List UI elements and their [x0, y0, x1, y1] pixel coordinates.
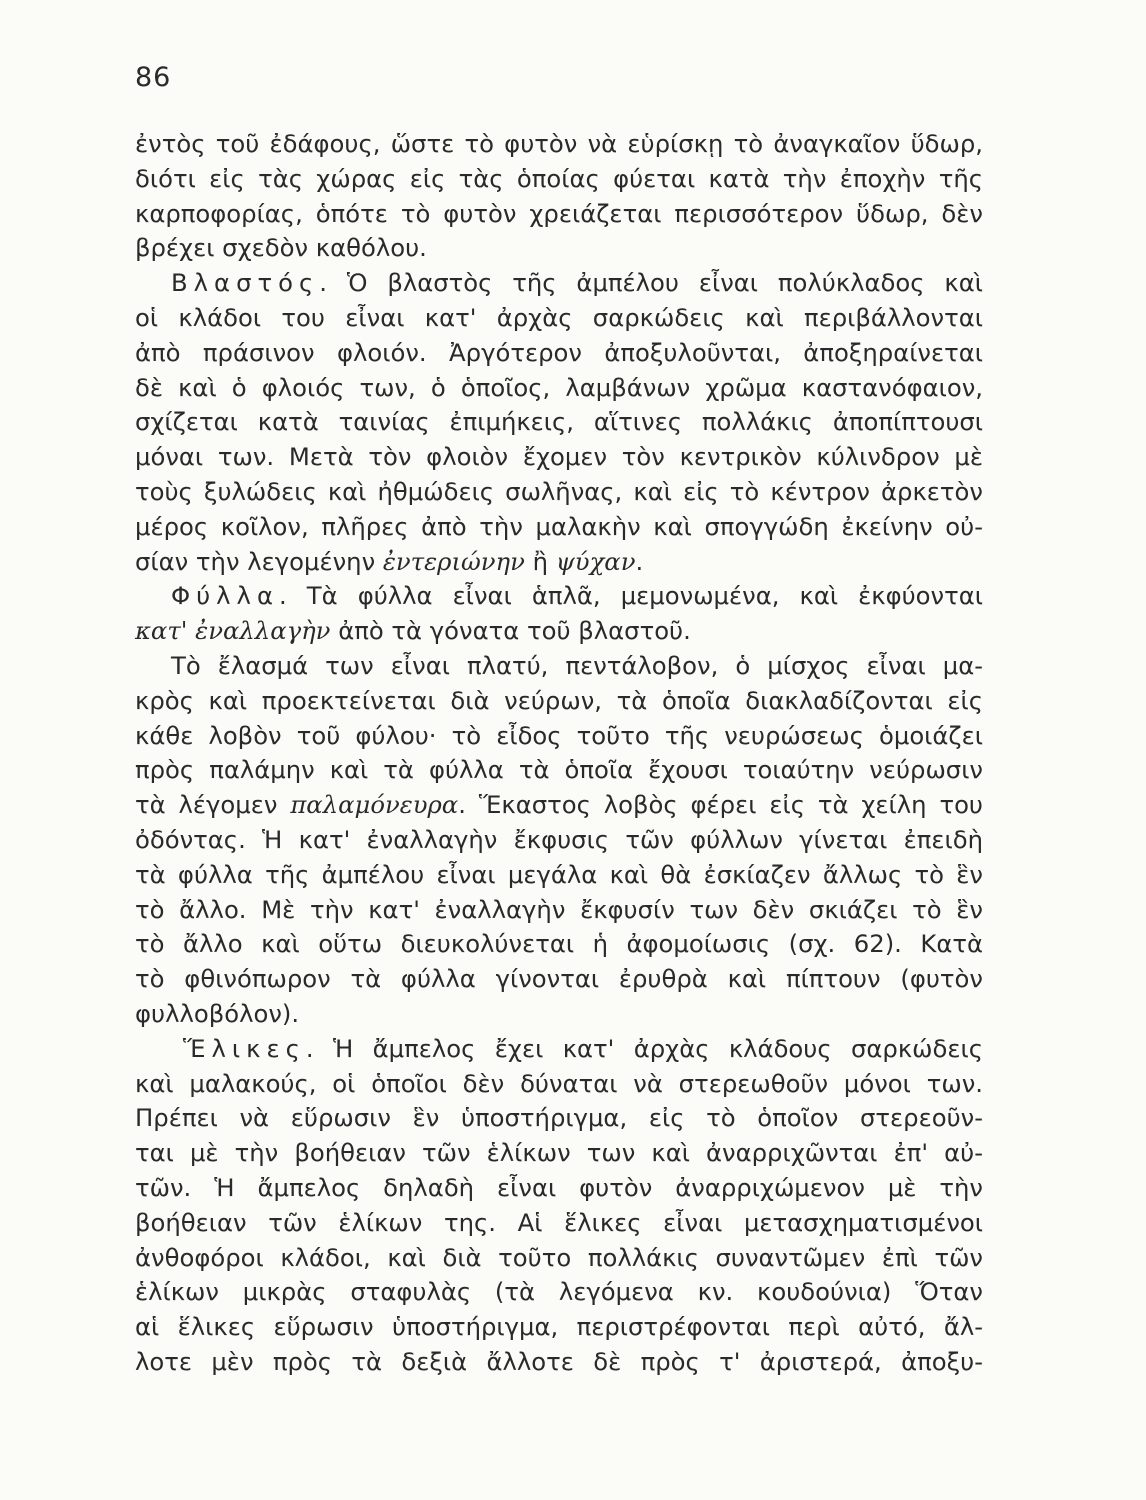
- section-heading: Βλαστός: [171, 268, 320, 298]
- section-heading: Ἕλικες: [183, 1033, 306, 1063]
- text-line: [135, 1136, 983, 1171]
- italic-term: κατ' ἐναλλαγὴν: [135, 616, 331, 646]
- text-run: τὸ φθινόπωρον τὰ φύλλα γίνονται ἐρυθρὰ καὶ πίπτουν (φυτὸν: [135, 964, 983, 994]
- body-text: [135, 127, 983, 1380]
- text-run: . Ἕκαστος λοβὸς φέρει εἰς τὰ χείλη του: [458, 790, 983, 820]
- text-run: ἑλίκων μικρὰς σταφυλὰς (τὰ λεγόμενα κν. κουδούνια) Ὅταν: [135, 1277, 983, 1307]
- text-run: ἀνθοφόροι κλάδοι, καὶ διὰ τοῦτο πολλάκις συναντῶμεν ἐπὶ τῶν: [135, 1242, 983, 1272]
- text-run: οἱ κλάδοι του εἶναι κατ' ἀρχὰς σαρκώδεις καὶ περιβάλλονται: [135, 302, 983, 332]
- text-run: . Τὰ φύλλα εἶναι ἁπλᾶ, μεμονωμένα, καὶ ἐκφύονται: [278, 581, 983, 611]
- text-line: [135, 545, 983, 580]
- text-line: [135, 127, 983, 162]
- text-run: τῶν. Ἡ ἄμπελος δηλαδὴ εἶναι φυτὸν ἀναρριχώμενον μὲ τὴν: [135, 1172, 983, 1202]
- text-line: [135, 1171, 983, 1206]
- text-line: [135, 579, 983, 614]
- text-line: [135, 1101, 983, 1136]
- text-line: [135, 371, 983, 406]
- text-run: ται μὲ τὴν βοήθειαν τῶν ἑλίκων των καὶ ἀναρριχῶνται ἐπ' αὐ-: [135, 1138, 983, 1168]
- text-run: αἱ ἕλικες εὕρωσιν ὑποστήριγμα, περιστρέφονται περὶ αὐτό, ἄλ-: [135, 1312, 983, 1342]
- text-line: [135, 510, 983, 545]
- text-line: [135, 1241, 983, 1276]
- text-run: τὰ φύλλα τῆς ἀμπέλου εἶναι μεγάλα καὶ θὰ ἐσκίαζεν ἄλλως τὸ ἓν: [135, 859, 983, 889]
- text-run: ὀδόντας. Ἡ κατ' ἐναλλαγὴν ἔκφυσις τῶν φύλλων γίνεται ἐπειδὴ: [135, 824, 983, 854]
- text-line: [135, 266, 983, 301]
- text-run: . Ὁ βλαστὸς τῆς ἀμπέλου εἶναι πολύκλαδος καὶ: [319, 268, 983, 298]
- text-line: [135, 684, 983, 719]
- text-run: καρποφορίας, ὁπότε τὸ φυτὸν χρειάζεται περισσότερον ὕδωρ, δὲν: [135, 198, 983, 228]
- text-line: [135, 336, 983, 371]
- text-line: [135, 614, 983, 649]
- text-line: [135, 997, 983, 1032]
- text-line: [135, 858, 983, 893]
- text-run: τὸ ἄλλο. Μὲ τὴν κατ' ἐναλλαγὴν ἔκφυσίν των δὲν σκιάζει τὸ ἓν: [135, 894, 983, 924]
- text-run: πρὸς παλάμην καὶ τὰ φύλλα τὰ ὁποῖα ἔχουσι τοιαύτην νεύρωσιν: [135, 755, 983, 785]
- text-run: τοὺς ξυλώδεις καὶ ἠθμώδεις σωλῆνας, καὶ εἰς τὸ κέντρον ἀρκετὸν: [135, 476, 983, 506]
- text-line: [135, 405, 983, 440]
- text-line: [135, 1345, 983, 1380]
- text-line: [135, 927, 983, 962]
- text-run: Τὸ ἔλασμά των εἶναι πλατύ, πεντάλοβον, ὁ μίσχος εἶναι μα-: [171, 650, 983, 680]
- text-run: βοήθειαν τῶν ἑλίκων της. Αἱ ἕλικες εἶναι μετασχηματισμένοι: [135, 1207, 983, 1237]
- text-run: ἢ: [524, 546, 556, 576]
- text-line: [135, 788, 983, 823]
- text-run: σχίζεται κατὰ ταινίας ἐπιμήκεις, αἵτινες πολλάκις ἀποπίπτουσι: [135, 407, 983, 437]
- text-run: τὰ λέγομεν: [135, 790, 291, 820]
- text-run: μόναι των. Μετὰ τὸν φλοιὸν ἔχομεν τὸν κεντρικὸν κύλινδρον μὲ: [135, 442, 983, 472]
- text-run: φυλλοβόλον).: [135, 998, 300, 1028]
- text-line: [135, 1206, 983, 1241]
- text-run: τὸ ἄλλο καὶ οὕτω διευκολύνεται ἡ ἀφομοίωσις (σχ. 62). Κατὰ: [135, 929, 983, 959]
- text-line: [135, 1310, 983, 1345]
- text-run: ἀπὸ πράσινον φλοιόν. Ἀργότερον ἀποξυλοῦνται, ἀποξηραίνεται: [135, 337, 983, 367]
- text-run: λοτε μὲν πρὸς τὰ δεξιὰ ἄλλοτε δὲ πρὸς τ' ἀριστερά, ἀποξυ-: [135, 1346, 983, 1376]
- text-line: [135, 231, 983, 266]
- text-line: [135, 1275, 983, 1310]
- text-run: σίαν τὴν λεγομένην: [135, 546, 383, 576]
- text-line: [135, 1032, 983, 1067]
- text-line: [135, 753, 983, 788]
- text-line: [135, 649, 983, 684]
- text-run: καὶ μαλακούς, οἱ ὁποῖοι δὲν δύναται νὰ στερεωθοῦν μόνοι των.: [135, 1068, 983, 1098]
- text-line: [135, 1067, 983, 1102]
- text-line: [135, 719, 983, 754]
- text-run: δὲ καὶ ὁ φλοιός των, ὁ ὁποῖος, λαμβάνων χρῶμα καστανόφαιον,: [135, 372, 983, 402]
- text-run: μέρος κοῖλον, πλῆρες ἀπὸ τὴν μαλακὴν καὶ σπογγώδη ἐκείνην οὐ-: [135, 511, 983, 541]
- text-line: [135, 197, 983, 232]
- italic-term: παλαμόνευρα: [290, 790, 459, 820]
- text-run: . Ἡ ἄμπελος ἔχει κατ' ἀρχὰς κλάδους σαρκώδεις: [305, 1033, 983, 1063]
- text-line: [135, 823, 983, 858]
- text-run: βρέχει σχεδὸν καθόλου.: [135, 233, 427, 263]
- text-line: [135, 440, 983, 475]
- text-run: ἐντὸς τοῦ ἐδάφους, ὥστε τὸ φυτὸν νὰ εὑρίσκῃ τὸ ἀναγκαῖον ὕδωρ,: [135, 129, 983, 158]
- page-number: 86: [135, 62, 172, 93]
- section-heading: Φύλλα: [171, 581, 279, 611]
- text-run: κάθε λοβὸν τοῦ φύλου· τὸ εἶδος τοῦτο τῆς νευρώσεως ὁμοιάζει: [135, 720, 983, 750]
- text-run: κρὸς καὶ προεκτείνεται διὰ νεύρων, τὰ ὁποῖα διακλαδίζονται εἰς: [135, 685, 983, 715]
- text-line: [135, 475, 983, 510]
- text-line: [135, 301, 983, 336]
- text-line: [135, 893, 983, 928]
- italic-term: ἐντεριώνην: [382, 546, 525, 576]
- text-line: [135, 162, 983, 197]
- text-run: Πρέπει νὰ εὕρωσιν ἓν ὑποστήριγμα, εἰς τὸ ὁποῖον στερεοῦν-: [135, 1103, 983, 1133]
- text-run: ἀπὸ τὰ γόνατα τοῦ βλαστοῦ.: [330, 616, 691, 646]
- text-run: .: [635, 546, 644, 576]
- text-run: διότι εἰς τὰς χώρας εἰς τὰς ὁποίας φύεται κατὰ τὴν ἐποχὴν τῆς: [135, 163, 983, 193]
- text-line: [135, 962, 983, 997]
- italic-term: ψύχαν: [555, 546, 636, 576]
